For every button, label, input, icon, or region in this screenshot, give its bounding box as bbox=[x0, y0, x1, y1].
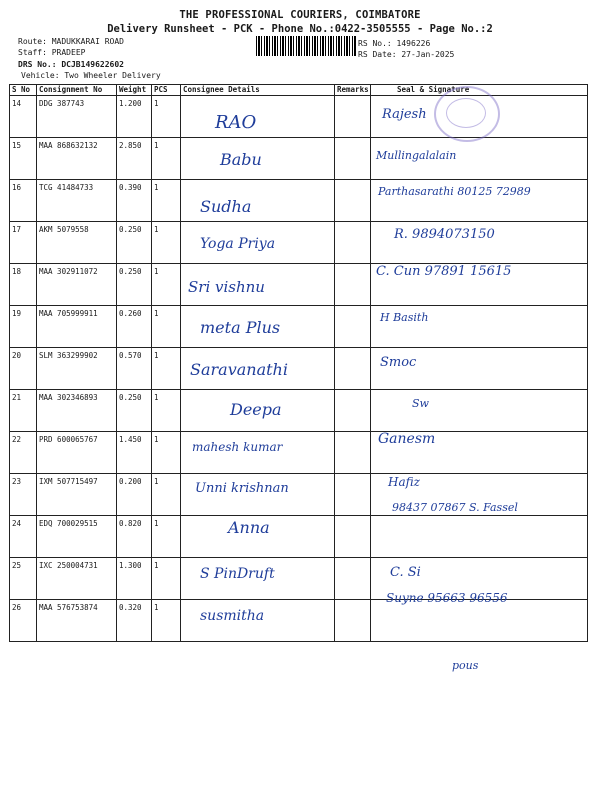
col-header-signature: Seal & Signature bbox=[371, 85, 588, 96]
remarks-cell bbox=[335, 432, 371, 474]
staff-line: Staff: PRADEEP bbox=[18, 48, 86, 57]
pcs-cell: 1 bbox=[152, 348, 181, 390]
pcs-cell: 1 bbox=[152, 306, 181, 348]
route-value: MADUKKARAI ROAD bbox=[51, 37, 124, 46]
vehicle-line: Vehicle: Two Wheeler Delivery bbox=[21, 71, 161, 80]
col-header-consignee: Consignee Details bbox=[181, 85, 335, 96]
sno-cell: 25 bbox=[10, 558, 37, 600]
consignee-cell bbox=[181, 96, 335, 138]
weight-cell: 0.570 bbox=[117, 348, 152, 390]
consignment-no-cell: AKM 5079558 bbox=[37, 222, 117, 264]
rs-date-value: 27-Jan-2025 bbox=[401, 50, 455, 59]
sno-cell: 16 bbox=[10, 180, 37, 222]
company-title: THE PROFESSIONAL COURIERS, COIMBATORE bbox=[179, 9, 421, 21]
weight-cell: 1.200 bbox=[117, 96, 152, 138]
signature-handwriting: C. Si bbox=[390, 565, 421, 580]
consignment-no-cell: SLM 363299902 bbox=[37, 348, 117, 390]
signature-handwriting: H Basith bbox=[380, 311, 429, 324]
pcs-cell: 1 bbox=[152, 516, 181, 558]
consignment-no-cell: PRD 600065767 bbox=[37, 432, 117, 474]
sno-cell: 19 bbox=[10, 306, 37, 348]
sno-cell: 17 bbox=[10, 222, 37, 264]
table-row bbox=[10, 600, 588, 642]
consignment-no-cell: MAA 302911072 bbox=[37, 264, 117, 306]
rs-date-line: RS Date: 27-Jan-2025 bbox=[358, 50, 455, 59]
rs-no-line: RS No.: 1496226 bbox=[358, 39, 431, 48]
col-header-remarks: Remarks bbox=[335, 85, 371, 96]
consignment-no-cell: IXM 507715497 bbox=[37, 474, 117, 516]
table-row bbox=[10, 390, 588, 432]
weight-cell: 1.450 bbox=[117, 432, 152, 474]
col-header-sno: S No bbox=[10, 85, 37, 96]
consignment-no-cell: TCG 41484733 bbox=[37, 180, 117, 222]
weight-cell: 0.250 bbox=[117, 264, 152, 306]
remarks-cell bbox=[335, 138, 371, 180]
sno-cell: 24 bbox=[10, 516, 37, 558]
drs-value: DCJB149622602 bbox=[61, 60, 124, 69]
sno-cell: 14 bbox=[10, 96, 37, 138]
signature-handwriting: Parthasarathi 80125 72989 bbox=[378, 185, 531, 198]
route-line: Route: MADUKKARAI ROAD bbox=[18, 37, 124, 46]
sno-cell: 26 bbox=[10, 600, 37, 642]
rs-no-value: 1496226 bbox=[396, 39, 431, 48]
consignee-handwriting: Sri vishnu bbox=[188, 278, 265, 296]
consignee-handwriting: mahesh kumar bbox=[192, 440, 283, 454]
staff-value: PRADEEP bbox=[51, 48, 86, 57]
pcs-cell: 1 bbox=[152, 138, 181, 180]
table-row bbox=[10, 138, 588, 180]
pcs-cell: 1 bbox=[152, 474, 181, 516]
table-row bbox=[10, 222, 588, 264]
sno-cell: 23 bbox=[10, 474, 37, 516]
remarks-cell bbox=[335, 180, 371, 222]
pcs-cell: 1 bbox=[152, 96, 181, 138]
consignee-handwriting: Deepa bbox=[230, 400, 282, 419]
sno-cell: 22 bbox=[10, 432, 37, 474]
signature-handwriting: C. Cun 97891 15615 bbox=[376, 264, 512, 279]
pcs-cell: 1 bbox=[152, 390, 181, 432]
consignee-handwriting: Sudha bbox=[200, 197, 252, 216]
sno-cell: 18 bbox=[10, 264, 37, 306]
consignee-handwriting: S PinDruft bbox=[200, 566, 275, 582]
consignee-handwriting: RAO bbox=[215, 112, 257, 133]
consignee-handwriting: meta Plus bbox=[200, 318, 281, 337]
signature-handwriting: Mullingalalain bbox=[376, 149, 457, 162]
weight-cell: 0.250 bbox=[117, 222, 152, 264]
signature-handwriting: Sw bbox=[412, 397, 429, 410]
signature-cell bbox=[371, 600, 588, 642]
remarks-cell bbox=[335, 96, 371, 138]
consignment-no-cell: IXC 250004731 bbox=[37, 558, 117, 600]
remarks-cell bbox=[335, 516, 371, 558]
weight-cell: 0.250 bbox=[117, 390, 152, 432]
pcs-cell: 1 bbox=[152, 600, 181, 642]
consignee-handwriting: Saravanathi bbox=[190, 360, 288, 379]
remarks-cell bbox=[335, 306, 371, 348]
consignment-no-cell: MAA 868632132 bbox=[37, 138, 117, 180]
pcs-cell: 1 bbox=[152, 180, 181, 222]
signature-cell bbox=[371, 390, 588, 432]
consignee-handwriting: Babu bbox=[220, 150, 262, 169]
col-header-pcs: PCS bbox=[152, 85, 181, 96]
signature-handwriting: R. 9894073150 bbox=[394, 227, 495, 242]
drs-line: DRS No.: DCJB149622602 bbox=[18, 60, 124, 69]
table-row bbox=[10, 96, 588, 138]
remarks-cell bbox=[335, 558, 371, 600]
signature-handwriting: 98437 07867 S. Fassel bbox=[392, 501, 518, 514]
sno-cell: 21 bbox=[10, 390, 37, 432]
weight-cell: 0.390 bbox=[117, 180, 152, 222]
remarks-cell bbox=[335, 600, 371, 642]
consignee-handwriting: susmitha bbox=[200, 608, 265, 624]
consignee-handwriting: Unni krishnan bbox=[195, 481, 289, 496]
signature-handwriting: Hafiz bbox=[388, 475, 420, 489]
weight-cell: 1.300 bbox=[117, 558, 152, 600]
signature-cell bbox=[371, 516, 588, 558]
consignment-no-cell: MAA 705999911 bbox=[37, 306, 117, 348]
runsheet-subtitle: Delivery Runsheet - PCK - Phone No.:0422-3505555 - Page No.:2 bbox=[107, 23, 493, 35]
table-row bbox=[10, 516, 588, 558]
signature-handwriting: Smoc bbox=[380, 355, 417, 370]
consignee-handwriting: Yoga Priya bbox=[200, 236, 276, 252]
remarks-cell bbox=[335, 390, 371, 432]
pcs-cell: 1 bbox=[152, 222, 181, 264]
consignee-handwriting: Anna bbox=[228, 518, 270, 537]
vehicle-value: Two Wheeler Delivery bbox=[64, 71, 161, 80]
table-row bbox=[10, 348, 588, 390]
weight-cell: 2.850 bbox=[117, 138, 152, 180]
weight-cell: 0.820 bbox=[117, 516, 152, 558]
remarks-cell bbox=[335, 348, 371, 390]
drs-barcode bbox=[256, 36, 356, 56]
table-header-row bbox=[10, 85, 588, 96]
sno-cell: 15 bbox=[10, 138, 37, 180]
table-row bbox=[10, 306, 588, 348]
consignment-no-cell: DDG 387743 bbox=[37, 96, 117, 138]
table-row bbox=[10, 432, 588, 474]
remarks-cell bbox=[335, 474, 371, 516]
consignment-no-cell: EDQ 700029515 bbox=[37, 516, 117, 558]
remarks-cell bbox=[335, 222, 371, 264]
signature-handwriting: Suyne 95663 96556 bbox=[386, 591, 508, 605]
pcs-cell: 1 bbox=[152, 264, 181, 306]
weight-cell: 0.260 bbox=[117, 306, 152, 348]
delivery-table bbox=[9, 84, 588, 642]
col-header-weight: Weight bbox=[117, 85, 152, 96]
weight-cell: 0.320 bbox=[117, 600, 152, 642]
weight-cell: 0.200 bbox=[117, 474, 152, 516]
signature-handwriting: Rajesh bbox=[382, 107, 427, 122]
pcs-cell: 1 bbox=[152, 432, 181, 474]
sno-cell: 20 bbox=[10, 348, 37, 390]
consignment-no-cell: MAA 302346893 bbox=[37, 390, 117, 432]
consignment-no-cell: MAA 576753874 bbox=[37, 600, 117, 642]
col-header-consignment: Consignment No bbox=[37, 85, 117, 96]
footer-initials: pous bbox=[452, 659, 479, 672]
pcs-cell: 1 bbox=[152, 558, 181, 600]
remarks-cell bbox=[335, 264, 371, 306]
seal-stamp bbox=[434, 86, 500, 142]
signature-handwriting: Ganesm bbox=[378, 431, 436, 447]
